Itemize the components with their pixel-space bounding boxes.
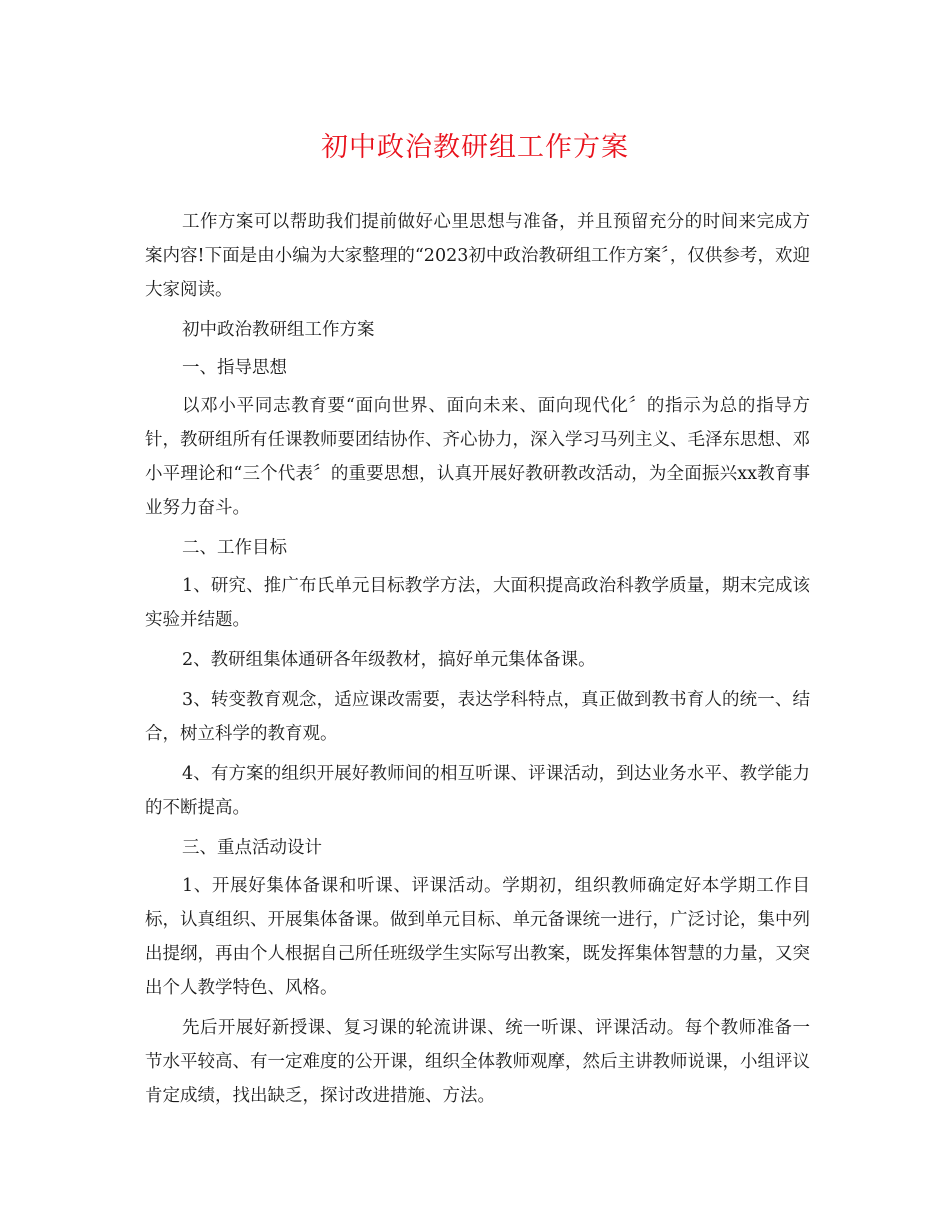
- paragraph-activity-1: 1、开展好集体备课和听课、评课活动。学期初，组织教师确定好本学期工作目标，认真组织、开展集体备课。做到单元目标、单元备课统一进行，广泛讨论，集中列出提纲，再由个人根据自己所任班级学生实际写出教案，既发挥集体智慧的力量，又突出个人教学特色、风格。: [145, 876, 810, 998]
- paragraph-guiding-thought: 以邓小平同志教育要“面向世界、面向未来、面向现代化〞的指示为总的指导方针，教研组所有任课教师要团结协作、齐心协力，深入学习马列主义、毛泽东思想、邓小平理论和“三个代表〞的重要思想，认真开展好教研教改活动，为全面振兴xx教育事业努力奋斗。: [145, 396, 810, 518]
- paragraph-goal-1: 1、研究、推广布氏单元目标教学方法，大面积提高政治科教学质量，期末完成该实验并结题。: [145, 576, 810, 630]
- paragraph-activity-2: 先后开展好新授课、复习课的轮流讲课、统一听课、评课活动。每个教师准备一节水平较高、有一定难度的公开课，组织全体教师观摩，然后主讲教师说课，小组评议肯定成绩，找出缺乏，探讨改进措施、方法。: [145, 1018, 810, 1106]
- section-heading-guiding-thought: 一、指导思想: [182, 358, 287, 378]
- document-title: 初中政治教研组工作方案: [321, 132, 629, 163]
- section-heading-work-goals: 二、工作目标: [182, 538, 287, 558]
- document-body: [145, 205, 810, 1119]
- section-heading-key-activities: 三、重点活动设计: [182, 838, 322, 858]
- paragraph-intro: 工作方案可以帮助我们提前做好心里思想与准备，并且预留充分的时间来完成方案内容!下面是由小编为大家整理的“2023初中政治教研组工作方案〞，仅供参考，欢迎大家阅读。: [145, 212, 810, 300]
- paragraph-goal-3: 3、转变教育观念，适应课改需要，表达学科特点，真正做到教书育人的统一、结合，树立科学的教育观。: [145, 690, 810, 744]
- paragraph-goal-4: 4、有方案的组织开展好教师间的相互听课、评课活动，到达业务水平、教学能力的不断提高。: [145, 764, 810, 818]
- paragraph-subtitle: 初中政治教研组工作方案: [182, 320, 375, 340]
- paragraph-goal-2: 2、教研组集体通研各年级教材，搞好单元集体备课。: [182, 650, 596, 670]
